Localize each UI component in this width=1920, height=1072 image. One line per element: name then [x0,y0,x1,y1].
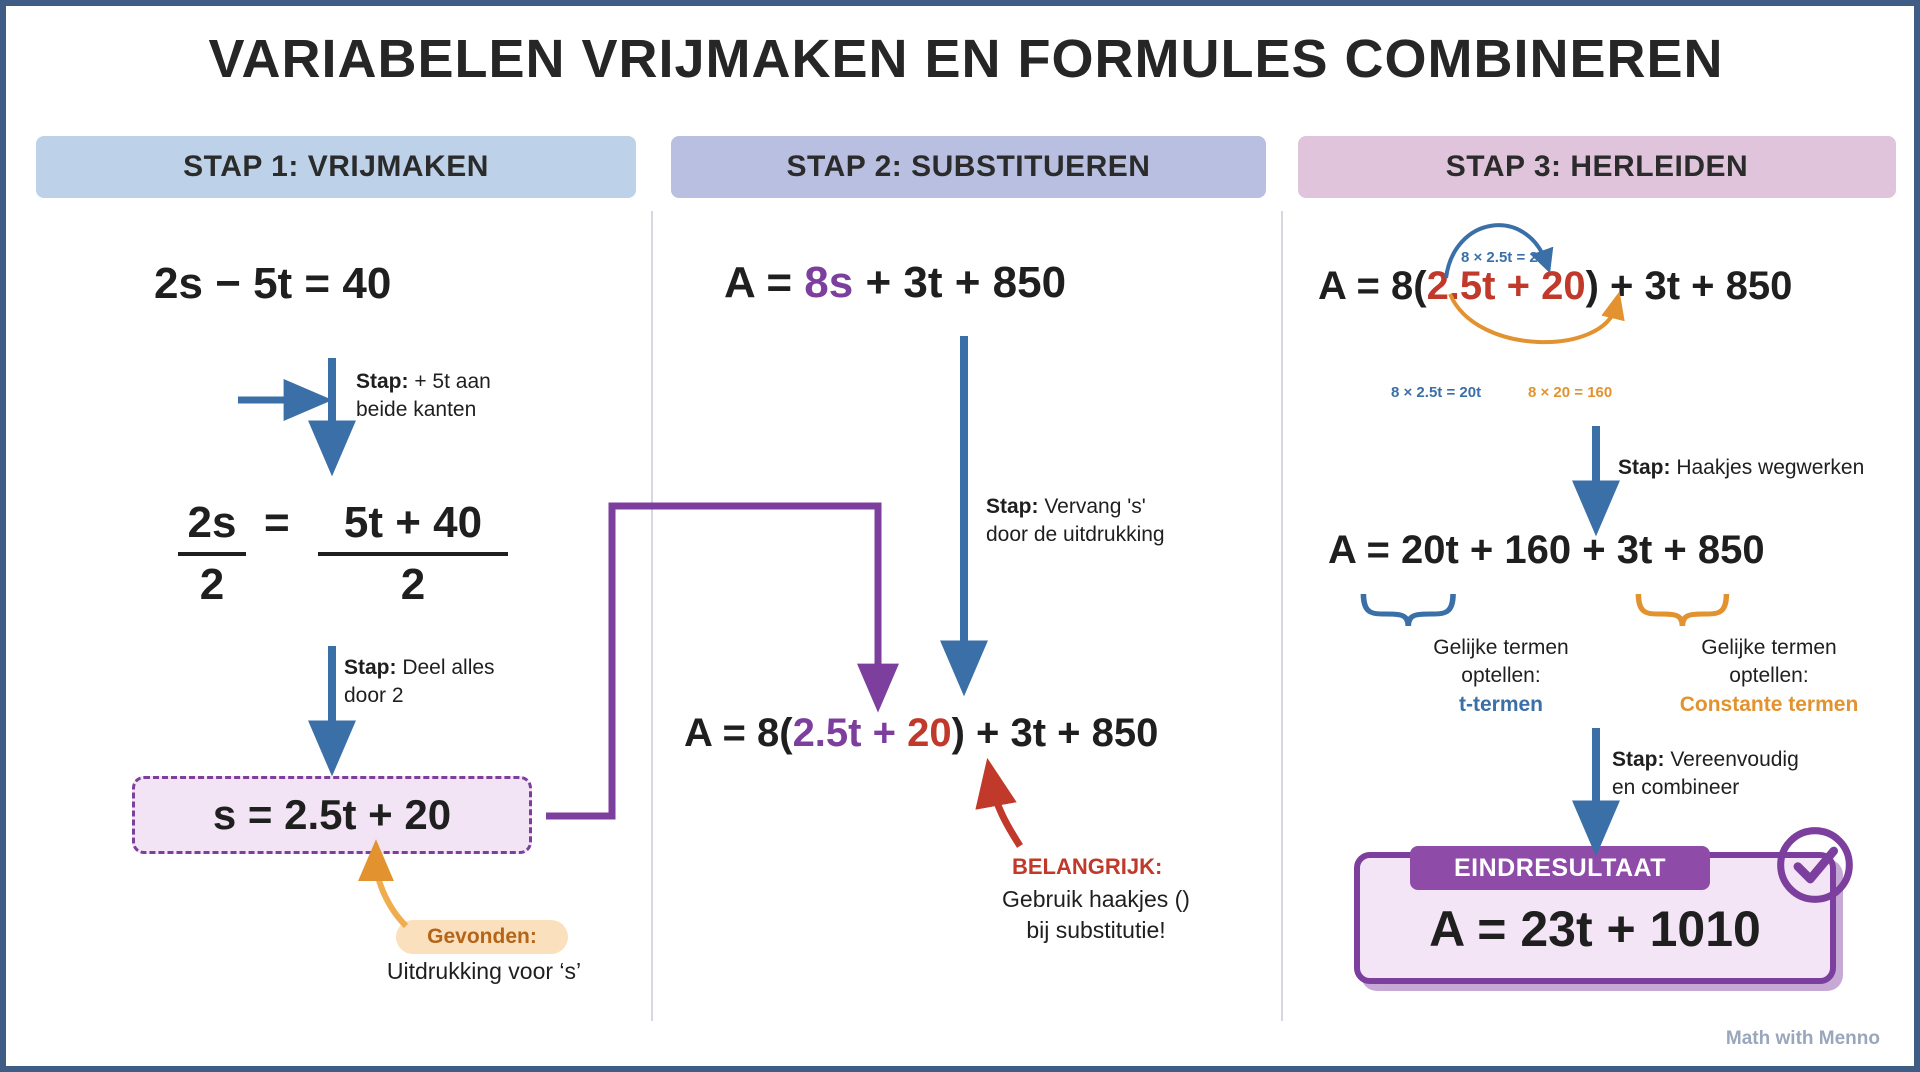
step1-note-2-line2: door 2 [344,683,404,707]
step2-result-post: ) + 3t + 850 [951,711,1159,755]
step1-start-equation: 2s − 5t = 40 [154,259,392,308]
step2-result-pre: A = 8( [684,711,793,755]
step2-note-bold: Stap: [986,495,1039,518]
step3-note-1 [1618,454,1864,482]
found-subtext: Uitdrukking voor ‘s’ [386,958,582,984]
step2-equation-rest: + 3t + 850 [853,258,1067,307]
step3-line1-post: ) + 3t + 850 [1585,264,1793,308]
step1-note-2-line1: Deel alles [396,656,495,679]
step2-note-line2: door de uitdrukking [986,522,1165,546]
step2-equation-8s: 8s [804,258,854,307]
watermark: Math with Menno [1725,1028,1880,1049]
step3-note-2-line2: en combineer [1612,775,1740,799]
step3-line1-mid: 2.5t + 20 [1426,264,1586,308]
step3-group-right-label [1644,634,1894,719]
final-result-formula: A = 23t + 1010 [1429,901,1761,957]
brace-right [1638,594,1726,626]
step2-note [986,493,1165,548]
found-arrow [376,862,406,926]
group-left-line3: t-termen [1458,692,1543,716]
step1-fraction-left-bar [178,552,246,556]
step2-result-20: 20 [907,711,952,755]
brace-left [1363,594,1453,626]
step2-result-mid: 2.5t + [792,711,908,755]
important-label: BELANGRIJK: [1012,854,1163,879]
step1-fraction-right-numerator: 5t + 40 [343,498,483,547]
important-line1: Gebruik haakjes () [1002,886,1190,912]
step3-group-left-label [1396,634,1606,719]
step3-line1 [1318,264,1792,309]
group-left-line2: optellen: [1461,664,1541,688]
step1-note-1-bold: Stap: [356,370,409,393]
step3-arc-label-left: 8 × 2.5t = 20t [1391,384,1482,401]
step2-start-equation [724,258,1066,308]
step1-fraction-right-denominator: 2 [400,560,426,609]
step1-fraction-left [178,498,246,610]
found-badge-label: Gevonden: [427,925,537,948]
step1-fraction-right [318,498,508,610]
step3-note-2-bold: Stap: [1612,748,1665,771]
column-header-step2: STAP 2: SUBSTITUEREN [671,136,1266,198]
important-arrow [992,784,1020,846]
step1-note-1 [356,368,491,423]
step1-note-1-line2: beide kanten [356,397,477,421]
step3-note-2 [1612,746,1799,801]
step3-note-1-bold: Stap: [1618,456,1671,479]
step2-note-line1: Vervang 's' [1038,495,1146,518]
step2-equation-a: A = [724,258,805,307]
group-right-line1: Gelijke termen [1701,636,1837,659]
group-right-line2: optellen: [1729,664,1809,688]
column-divider-2 [1281,211,1283,1021]
column-header-step3: STAP 3: HERLEIDEN [1298,136,1896,198]
step3-line1-pre: A = 8( [1318,264,1427,308]
step2-result-equation [684,711,1158,756]
check-circle-icon [1776,826,1854,904]
step3-line2: A = 20t + 160 + 3t + 850 [1328,528,1765,572]
group-right-line3: Constante termen [1679,692,1859,716]
step1-result-box [132,776,532,854]
step1-result-text: s = 2.5t + 20 [212,791,452,838]
step3-arc-label-right: 8 × 20 = 160 [1528,384,1613,401]
final-result-label: EINDRESULTAAT [1410,846,1710,890]
group-left-line1: Gelijke termen [1433,636,1569,659]
important-line2: bij substitutie! [1026,917,1166,944]
step3-note-1-text: Haakjes wegwerken [1670,456,1865,479]
substitution-connector [546,506,878,816]
step1-note-2-bold: Stap: [344,656,397,679]
column-divider-1 [651,211,653,1021]
important-text [936,884,1256,946]
step3-arc-label-top: 8 × 2.5t = 20t [1461,249,1552,266]
step3-note-2-line1: Vereenvoudig [1664,748,1799,771]
step1-equals-sign: = [264,498,290,547]
column-header-step1: STAP 1: VRIJMAKEN [36,136,636,198]
step1-note-1-line1: + 5t aan [408,370,491,393]
step1-fraction-left-denominator: 2 [199,560,225,609]
step1-fraction-left-numerator: 2s [187,498,237,547]
page-title: VARIABELEN VRIJMAKEN EN FORMULES COMBINEREN [208,29,1724,89]
step1-fraction-right-bar [318,552,508,556]
found-badge [396,920,568,954]
step1-note-2 [344,654,495,709]
